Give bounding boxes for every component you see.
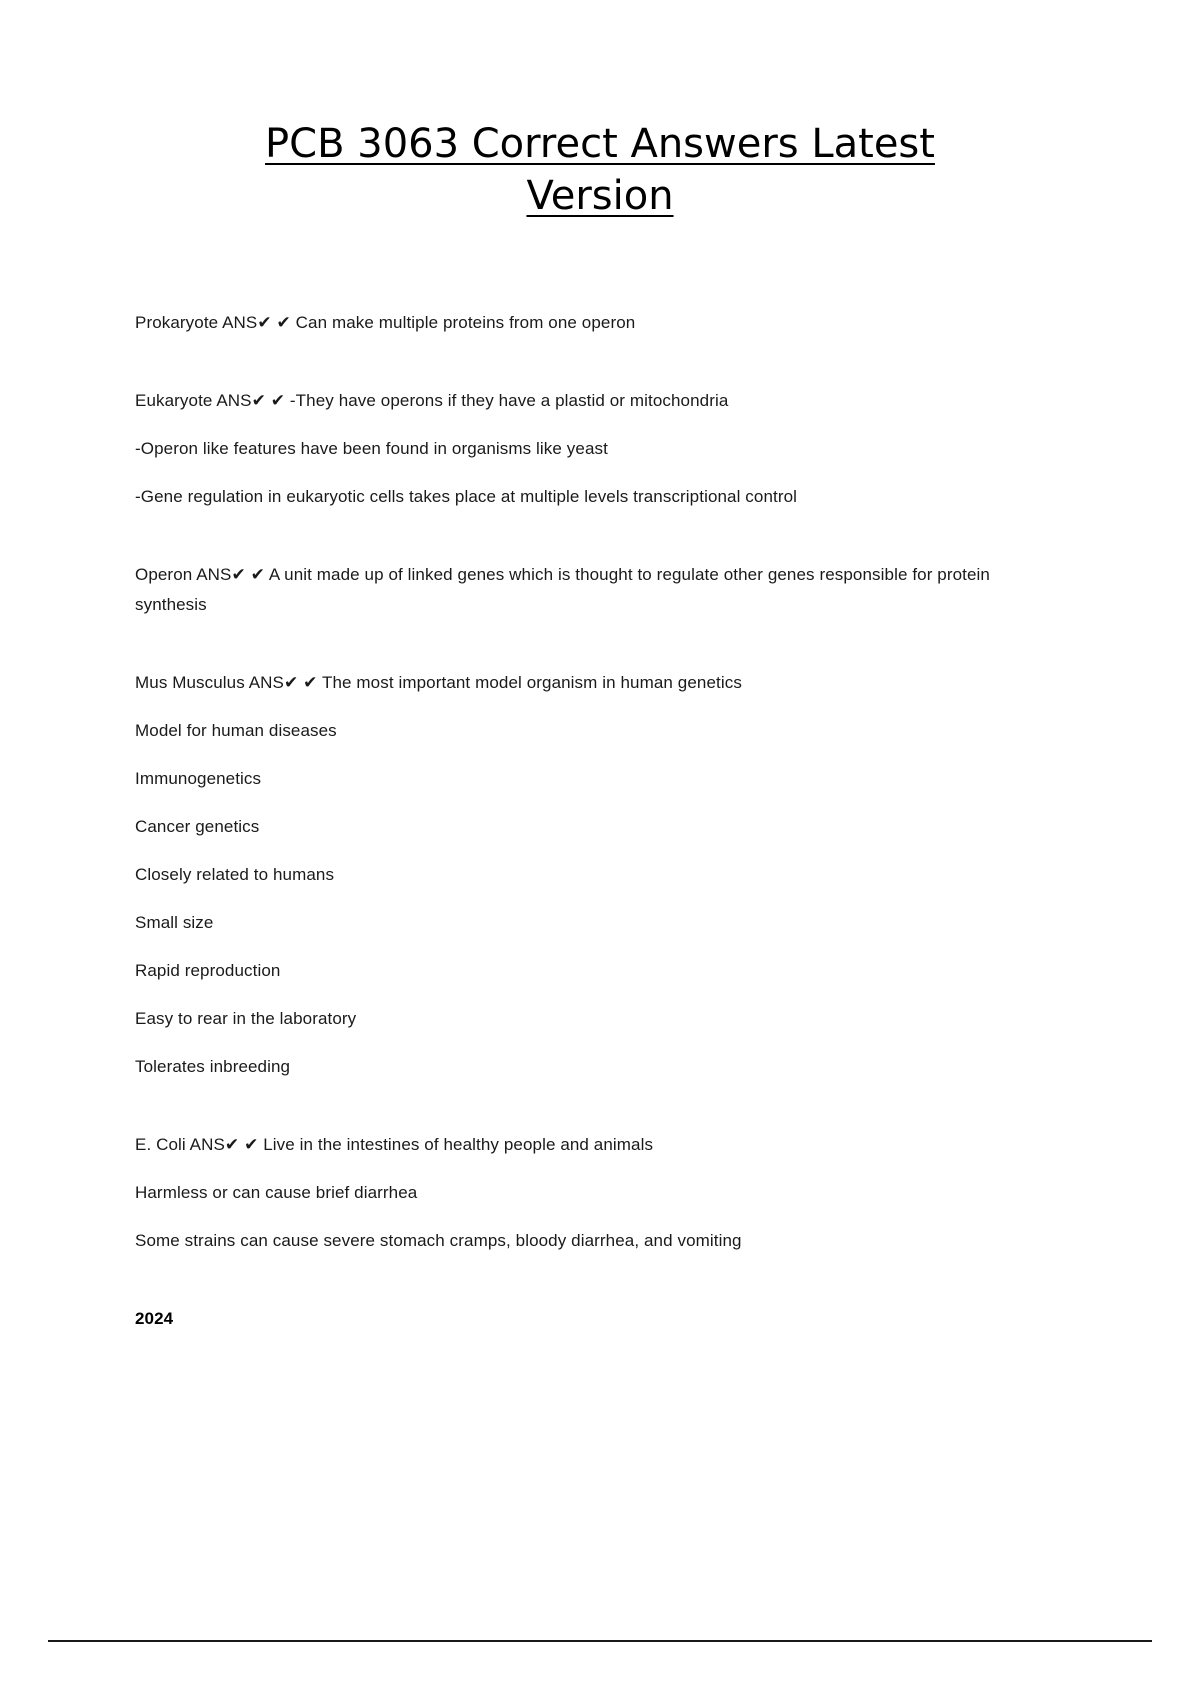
paragraph-ecoli: E. Coli ANS✔ ✔ Live in the intestines of healthy people and animals [135,1135,654,1154]
paragraph-eukaryote: Eukaryote ANS✔ ✔ -They have operons if they have a plastid or mitochondria [135,391,729,410]
footer-divider [48,1640,1152,1642]
document-title-line-1: PCB 3063 Correct Answers Latest [265,121,935,167]
paragraph-cancer-genetics: Cancer genetics [135,817,260,836]
document-title-line-2: Version [526,173,674,219]
paragraph-easy-to-rear: Easy to rear in the laboratory [135,1009,357,1028]
paragraph-tolerates-inbreeding: Tolerates inbreeding [135,1057,291,1076]
paragraph-severe-strains: Some strains can cause severe stomach cramps, bloody diarrhea, and vomiting [135,1231,742,1250]
paragraph-immunogenetics: Immunogenetics [135,769,262,788]
paragraph-operon-definition: Operon ANS✔ ✔ A unit made up of linked genes which is thought to regulate other genes responsible for protein synthesis [135,565,990,614]
paragraph-operon-features: -Operon like features have been found in organisms like yeast [135,439,608,458]
paragraph-closely-related: Closely related to humans [135,865,335,884]
paragraph-mus-musculus: Mus Musculus ANS✔ ✔ The most important model organism in human genetics [135,673,742,692]
document-body [0,308,1200,1334]
paragraph-model-human-diseases: Model for human diseases [135,721,337,740]
paragraph-harmless: Harmless or can cause brief diarrhea [135,1183,418,1202]
document-title [0,0,1200,222]
paragraph-prokaryote: Prokaryote ANS✔ ✔ Can make multiple proteins from one operon [135,313,636,332]
paragraph-small-size: Small size [135,913,214,932]
paragraph-gene-regulation: -Gene regulation in eukaryotic cells takes place at multiple levels transcriptional control [135,487,798,506]
paragraph-rapid-reproduction: Rapid reproduction [135,961,281,980]
footer-year: 2024 [135,1309,174,1328]
